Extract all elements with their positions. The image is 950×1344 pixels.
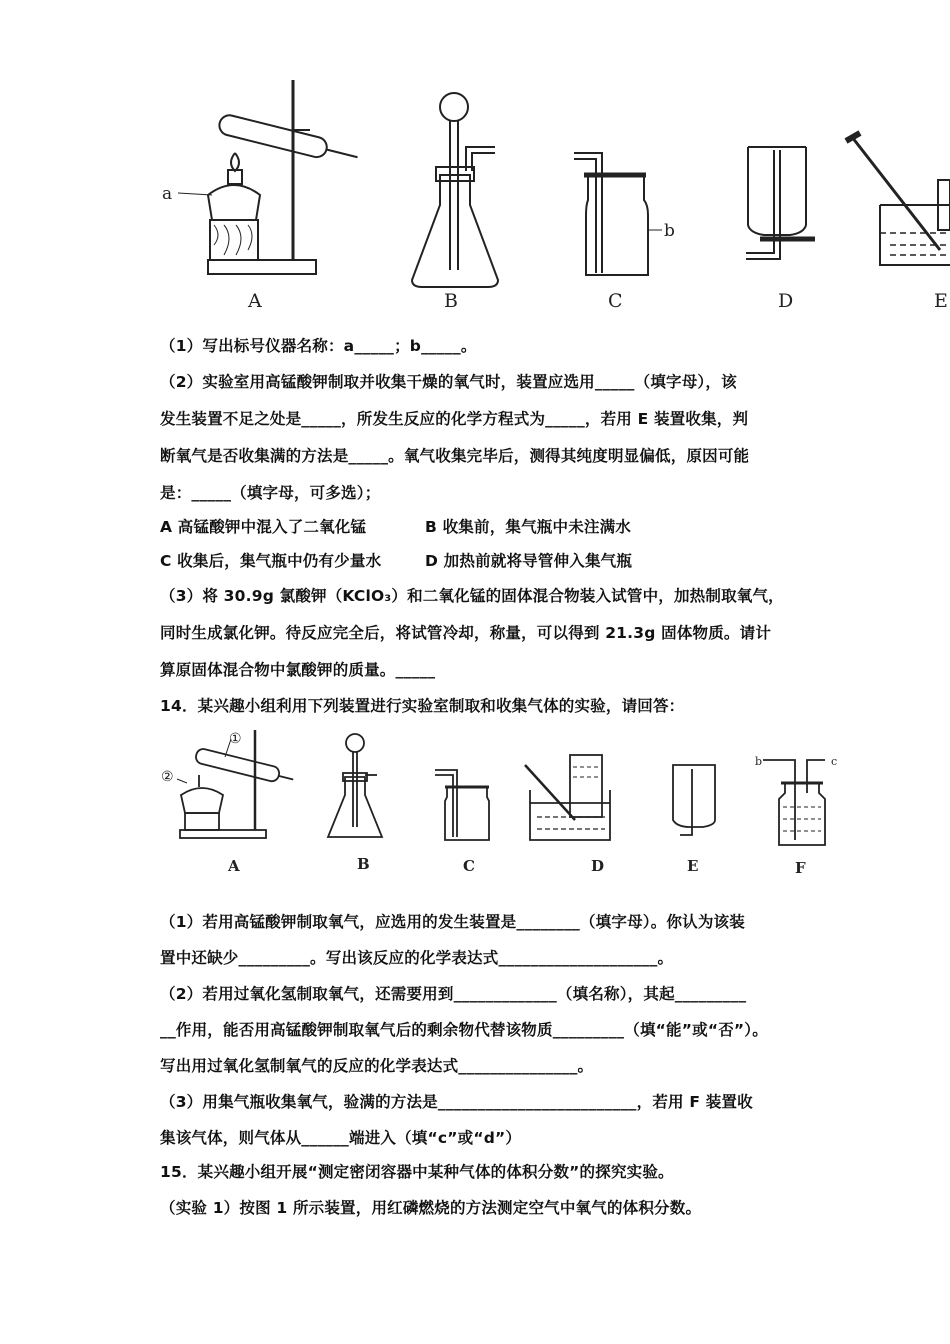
apparatus-figure-2 xyxy=(155,725,845,885)
q15-experiment-1: （实验 1）按图 1 所示装置，用红磷燃烧的方法测定空气中氧气的体积分数。 xyxy=(160,1199,702,1217)
fig1-label-c: C xyxy=(608,290,623,312)
q14-line-5: 写出用过氧化氢制氧气的反应的化学表达式_______________。 xyxy=(160,1057,594,1075)
q13-line-10: 算原固体混合物中氯酸钾的质量。_____ xyxy=(160,661,436,679)
fig1-label-e: E xyxy=(934,290,948,312)
alcohol-lamp-a xyxy=(208,185,260,220)
apparatus-figure-1 xyxy=(150,75,950,315)
conical-flask-b xyxy=(412,175,498,287)
q14-line-4: __作用，能否用高锰酸钾制取氧气后的剩余物代替该物质_________（填“能”或“否”）。 xyxy=(160,1021,768,1039)
q14-line-1: （1）若用高锰酸钾制取氧气，应选用的发生装置是________（填字母）。你认为该装 xyxy=(160,913,745,931)
q14-line-7: 集该气体，则气体从______端进入（填“c”或“d”） xyxy=(160,1129,522,1147)
q13-option-a: A 高锰酸钾中混入了二氧化锰 xyxy=(160,518,367,536)
q13-line-3: 发生装置不足之处是_____，所发生反应的化学方程式为_____，若用 E 装置收集，判 xyxy=(160,410,749,428)
q13-option-c: C 收集后，集气瓶中仍有少量水 xyxy=(160,552,382,570)
fig2-mark-1: ① xyxy=(229,731,242,747)
water-trough-e xyxy=(880,205,950,265)
fig2-label-e: E xyxy=(687,857,699,875)
fig2-label-a: A xyxy=(228,857,240,875)
q13-option-b: B 收集前，集气瓶中未注满水 xyxy=(425,518,632,536)
fig1-label-d: D xyxy=(778,290,794,312)
q13-option-d: D 加热前就将导管伸入集气瓶 xyxy=(425,552,633,570)
q13-line-8: （3）将 30.9g 氯酸钾（KClO₃）和二氧化锰的固体混合物装入试管中，加热制取氧气， xyxy=(160,587,784,605)
fig2-port-b: b xyxy=(755,755,763,768)
q13-line-4: 断氧气是否收集满的方法是_____。氧气收集完毕后，测得其纯度明显偏低，原因可能 xyxy=(160,447,750,465)
fig2-label-f: F xyxy=(795,859,806,877)
q13-line-2: （2）实验室用高锰酸钾制取并收集干燥的氧气时，装置应选用_____（填字母），该 xyxy=(160,373,737,391)
stand-base-a xyxy=(208,260,316,274)
inverted-bottle-d xyxy=(748,147,806,235)
fig2-label-c: C xyxy=(463,857,475,875)
fig1-label-b: B xyxy=(444,290,458,312)
q13-line-5: 是：_____（填字母，可多选）； xyxy=(160,484,381,502)
fig1-label-a: A xyxy=(248,290,262,312)
q14-line-2: 置中还缺少_________。写出该反应的化学表达式____________________。 xyxy=(160,949,674,967)
fig2-label-b: B xyxy=(357,855,370,873)
q13-line-1: （1）写出标号仪器名称：a_____；b_____。 xyxy=(160,337,477,355)
thistle-funnel-b xyxy=(440,93,468,121)
fig2-mark-2: ② xyxy=(161,769,174,785)
callout-label-b: b xyxy=(664,221,675,241)
q14-intro: 14．某兴趣小组利用下列装置进行实验室制取和收集气体的实验，请回答： xyxy=(160,697,685,715)
q14-line-6: （3）用集气瓶收集氧气，验满的方法是_________________________，若用 F 装置收 xyxy=(160,1093,753,1111)
q13-line-9: 同时生成氯化钾。待反应完全后，将试管冷却，称量，可以得到 21.3g 固体物质。请计 xyxy=(160,624,772,642)
q15-intro: 15．某兴趣小组开展“测定密闭容器中某种气体的体积分数”的探究实验。 xyxy=(160,1163,674,1181)
fig2-label-d: D xyxy=(591,857,605,875)
callout-label-a: a xyxy=(162,184,173,204)
q14-line-3: （2）若用过氧化氢制取氧气，还需要用到_____________（填名称），其起_________ xyxy=(160,985,747,1003)
fig2-port-c: c xyxy=(831,755,838,768)
